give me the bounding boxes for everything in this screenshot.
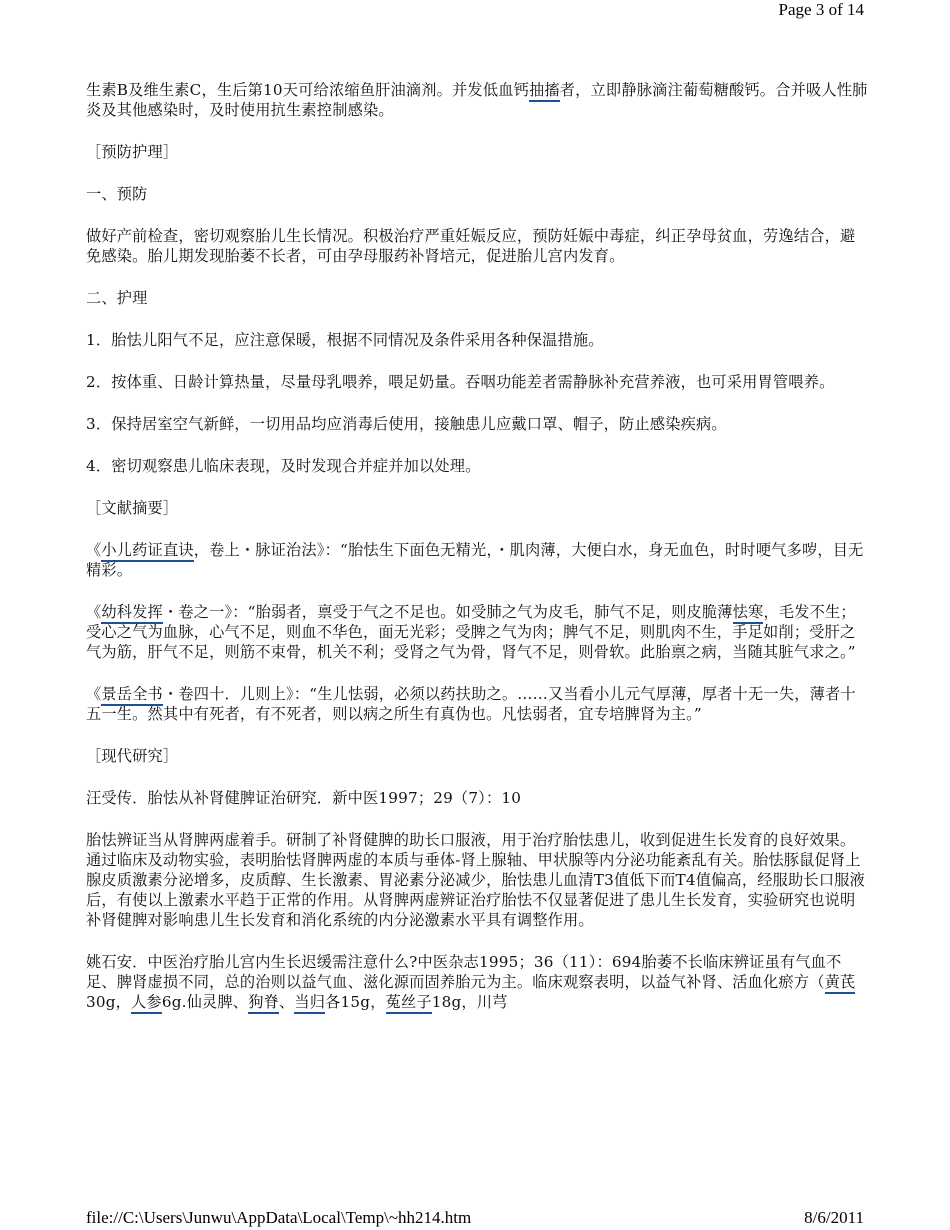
- care-item-4: 4．密切观察患儿临床表现，及时发现合并症并加以处理。: [86, 457, 481, 475]
- link-danggui[interactable]: 当归: [294, 993, 325, 1014]
- heading-care: 二、护理: [86, 289, 148, 307]
- literature-1: 《小儿药证直诀，卷上・脉证治法》：“胎怯生下面色无精光，・肌肉薄，大便白水，身无血色，时时哽气多哕，目无精彩。: [86, 541, 864, 579]
- heading-prevention-care: ［预防护理］: [86, 143, 179, 161]
- heading-modern-research: ［现代研究］: [86, 747, 179, 765]
- paragraph-treatment-continued: 生素B及维生素C，生后第10天可给浓缩鱼肝油滴剂。并发低血钙抽搐者，立即静脉滴注葡萄糖酸钙。合并吸人性肺炎及其他感染时，及时使用抗生素控制感染。: [86, 81, 868, 119]
- care-item-3: 3．保持居室空气新鲜，一切用品均应消毒后使用，接触患儿应戴口罩、帽子，防止感染疾病。: [86, 415, 727, 433]
- paragraph-prevention: 做好产前检查，密切观察胎儿生长情况。积极治疗严重妊娠反应，预防妊娠中毒症，纠正孕母贫血，劳逸结合，避免感染。胎儿期发现胎萎不长者，可由孕母服药补肾培元，促进胎儿宫内发育。: [86, 227, 856, 265]
- link-tusizi[interactable]: 菟丝子: [386, 993, 432, 1014]
- heading-literature: ［文献摘要］: [86, 499, 179, 517]
- reference-2: 姚石安．中医治疗胎儿宫内生长迟缓需注意什么?中医杂志1995；36（11）：694胎萎不长临床辨证虽有气血不足、脾肾虚损不同，总的治则以益气血、滋化源而固养胎元为主。临床观察表明，以益气补肾、活血化瘀方（黄芪30g，人参6g.仙灵脾、狗脊、当归各15g，菟丝子18g，川芎: [86, 952, 868, 1012]
- page-indicator: Page 3 of 14: [778, 0, 864, 19]
- care-item-1: 1．胎怯儿阳气不足，应注意保暖，根据不同情况及条件采用各种保温措施。: [86, 331, 604, 349]
- link-huangqi[interactable]: 黄芪: [825, 973, 856, 994]
- heading-prevention: 一、预防: [86, 185, 148, 203]
- reference-1-citation: 汪受传．胎怯从补肾健脾证治研究．新中医1997；29（7）：10: [86, 789, 522, 807]
- literature-2: 《幼科发挥・卷之一》：“胎弱者，禀受于气之不足也。如受肺之气为皮毛，肺气不足，则皮脆薄怯寒，毛发不生；受心之气为血脉，心气不足，则血不华色，面无光彩；受脾之气为肉；脾气不足，则肌肉不生，手足如削；受肝之气为筋，肝气不足，则筋不束骨，机关不利；受肾之气为骨，肾气不足，则骨软。此胎禀之病，当随其脏气求之。”: [86, 603, 856, 661]
- care-item-2: 2．按体重、日龄计算热量，尽量母乳喂养，喂足奶量。吞咽功能差者需静脉补充营养液，也可采用胃管喂养。: [86, 373, 835, 391]
- link-renshen[interactable]: 人参: [131, 993, 162, 1014]
- link-xiaoer-yaozheng[interactable]: 小儿药证直诀: [101, 541, 193, 562]
- link-qiehan[interactable]: 怯寒: [733, 603, 764, 624]
- reference-1-body: 胎怯辨证当从肾脾两虚着手。研制了补肾健脾的助长口服液，用于治疗胎怯患儿，收到促进生长发育的良好效果。通过临床及动物实验，表明胎怯肾脾两虚的本质与垂体-肾上腺轴、甲状腺等内分泌功能紊乱有关。胎怯豚鼠促肾上腺皮质激素分泌增多，皮质醇、生长激素、胃泌素分泌减少，胎怯患儿血清T3值低下而T4值偏高，经服助长口服液后，有使以上激素水平趋于正常的作用。从肾脾两虚辨证治疗胎怯不仅显著促进了患儿生长发育，实验研究也说明补肾健脾对影响患儿生长发育和消化系统的内分泌激素水平具有调整作用。: [86, 831, 865, 929]
- link-gouji[interactable]: 狗脊: [248, 993, 279, 1014]
- link-jingyue-quanshu[interactable]: 景岳全书: [101, 685, 163, 706]
- footer-file-path: file://C:\Users\Junwu\AppData\Local\Temp\~hh214.htm: [86, 1208, 472, 1227]
- document-body: [86, 80, 868, 1034]
- footer-date: 8/6/2011: [804, 1208, 864, 1227]
- literature-3: 《景岳全书・卷四十．儿则上》：“生儿怯弱，必须以药扶助之。……又当看小儿元气厚薄，厚者十无一失，薄者十五一生。然其中有死者，有不死者，则以病之所生有真伪也。凡怯弱者，宜专培脾肾为主。”: [86, 685, 856, 723]
- link-youke-fahui[interactable]: 幼科发挥: [101, 603, 163, 624]
- link-chouchu[interactable]: 抽搐: [529, 81, 560, 102]
